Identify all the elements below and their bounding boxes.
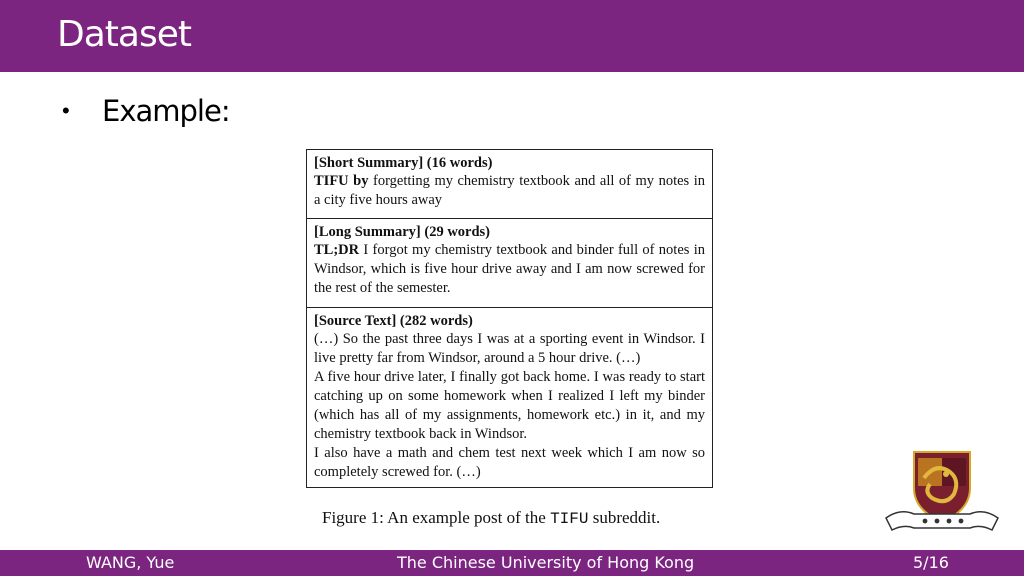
footer-institution: The Chinese University of Hong Kong <box>397 553 695 572</box>
bullet-item <box>62 94 230 128</box>
page-title: Dataset <box>57 14 191 55</box>
bullet-text: Example: <box>102 94 230 128</box>
long-summary-text: I forgot my chemistry textbook and binder full of notes in Windsor, which is five hour drive away and I am now screwed for the rest of the semester. <box>314 242 705 296</box>
source-text-paragraph: A five hour drive later, I finally got back home. I was ready to start catching up on some homework when I realized I left my binder (which has all of my assignments, homework etc.) in it, and my chemistry textbook back in Windsor. <box>314 369 705 442</box>
short-summary-text: forgetting my chemistry textbook and all of my notes in a city five hours away <box>314 173 705 208</box>
source-text-heading: [Source Text] (282 words) <box>314 313 473 329</box>
source-text-paragraph: I also have a math and chem test next week which I am now so completely screwed for. (…) <box>314 445 705 480</box>
short-summary-lead: TIFU by <box>314 173 369 189</box>
title-bar <box>0 0 1024 72</box>
source-text-body <box>314 330 705 482</box>
short-summary-heading: [Short Summary] (16 words) <box>314 155 493 171</box>
caption-prefix: Figure 1: An example post of the <box>322 508 551 527</box>
figure-caption <box>322 508 660 528</box>
source-text-paragraph: (…) So the past three days I was at a sporting event in Windsor. I live pretty far from Windsor, around a 5 hour drive. (…) <box>314 331 705 366</box>
footer-author: WANG, Yue <box>86 553 175 572</box>
short-summary-section <box>307 150 712 219</box>
long-summary-lead: TL;DR <box>314 242 360 258</box>
page-number: 5/16 <box>913 553 949 572</box>
caption-suffix: subreddit. <box>588 508 661 527</box>
long-summary-section <box>307 219 712 308</box>
source-text-section <box>307 308 712 486</box>
footer-bar <box>0 550 1024 576</box>
short-summary-body <box>314 172 705 210</box>
caption-subreddit: TIFU <box>550 510 589 528</box>
long-summary-heading: [Long Summary] (29 words) <box>314 224 491 240</box>
long-summary-body <box>314 241 705 298</box>
cuhk-crest-icon <box>880 448 1004 538</box>
example-figure <box>306 149 713 488</box>
bullet-icon: • <box>62 98 70 123</box>
